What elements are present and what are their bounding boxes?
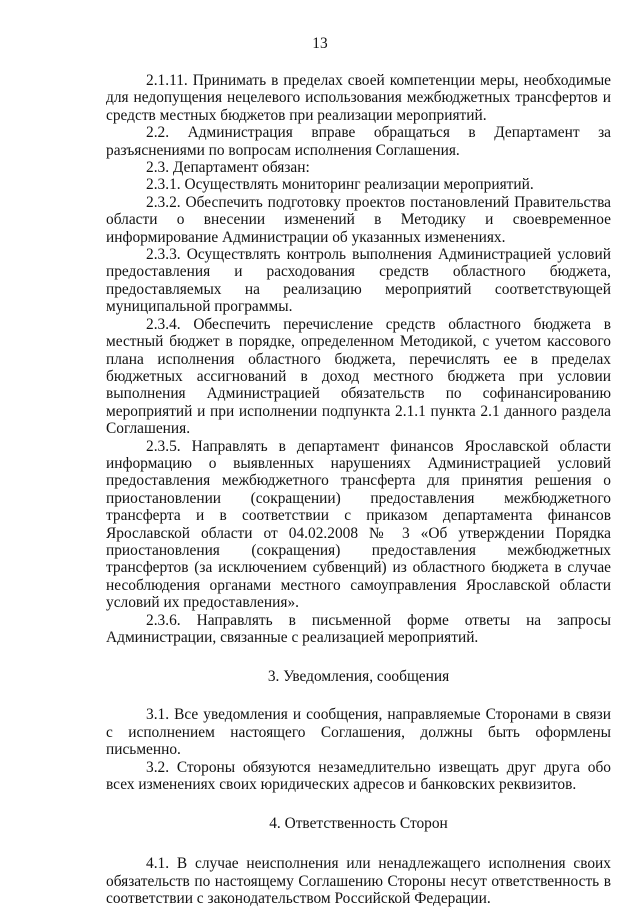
- page-number: 13: [312, 35, 328, 52]
- paragraph-2-3-3: 2.3.3. Осуществлять контроль выполнения Администрацией условий предоставления и расходования средств областного бюджета, предоставляемых на реализацию мероприятий соответствующей муниципальной программы.: [106, 246, 611, 316]
- paragraph-3-2: 3.2. Стороны обязуются незамедлительно извещать друг друга обо всех изменениях своих юридических адресов и банковских реквизитов.: [106, 758, 611, 794]
- section-heading-3: 3. Уведомления, сообщения: [267, 668, 450, 686]
- section-heading-4: 4. Ответственность Сторон: [269, 815, 448, 833]
- paragraph-2-2: 2.2. Администрация вправе обращаться в Департамент за разъяснениями по вопросам исполнения Соглашения.: [106, 124, 611, 159]
- paragraph-2-3-2: 2.3.2. Обеспечить подготовку проектов постановлений Правительства области о внесении изменений в Методику и своевременное информирование Администрации об указанных изменениях.: [106, 193, 611, 246]
- paragraph-2-3-1: 2.3.1. Осуществлять мониторинг реализации мероприятий.: [146, 176, 534, 194]
- paragraph-2-3: 2.3. Департамент обязан:: [146, 159, 310, 177]
- paragraph-2-1-11: 2.1.11. Принимать в пределах своей компетенции меры, необходимые для недопущения нецелевого использования межбюджетных трансфертов и средств местных бюджетов при реализации мероприятий.: [106, 72, 611, 124]
- paragraph-3-1: 3.1. Все уведомления и сообщения, направляемые Сторонами в связи с исполнением настоящего Соглашения, должны быть оформлены письменно.: [106, 706, 611, 759]
- paragraph-2-3-6: 2.3.6. Направлять в письменной форме ответы на запросы Администрации, связанные с реализацией мероприятий.: [106, 611, 611, 646]
- paragraph-2-3-5: 2.3.5. Направлять в департамент финансов Ярославской области информацию о выявленных нарушениях Администрацией условий предоставления межбюджетного трансферта для принятия решения о приостановлении (сокращении) предоставления межбюджетного трансферта и в соответствии с приказом департамента финансов Ярославской области от 04.02.2008 № 3 «Об утверждении Порядка приостановления (сокращения) предоставления межбюджетных трансфертов (за исключением субвенций) из областного бюджета в случае несоблюдения органами местного самоуправления Ярославской области условий их предоставления».: [106, 437, 611, 612]
- paragraph-4-1: 4.1. В случае неисполнения или ненадлежащего исполнения своих обязательств по настоящему Соглашению Стороны несут ответственность в соответствии с законодательством Российской Федерации.: [106, 855, 611, 908]
- document-body: [106, 72, 611, 908]
- paragraph-2-3-4: 2.3.4. Обеспечить перечисление средств областного бюджета в местный бюджет в порядке, определенном Методикой, с учетом кассового плана исполнения областного бюджета, перечислять ее в пределах бюджетных ассигнований в доход местного бюджета при условии выполнения Администрацией обязательств по софинансированию мероприятий и при исполнении подпункта 2.1.1 пункта 2.1 данного раздела Соглашения.: [106, 315, 611, 438]
